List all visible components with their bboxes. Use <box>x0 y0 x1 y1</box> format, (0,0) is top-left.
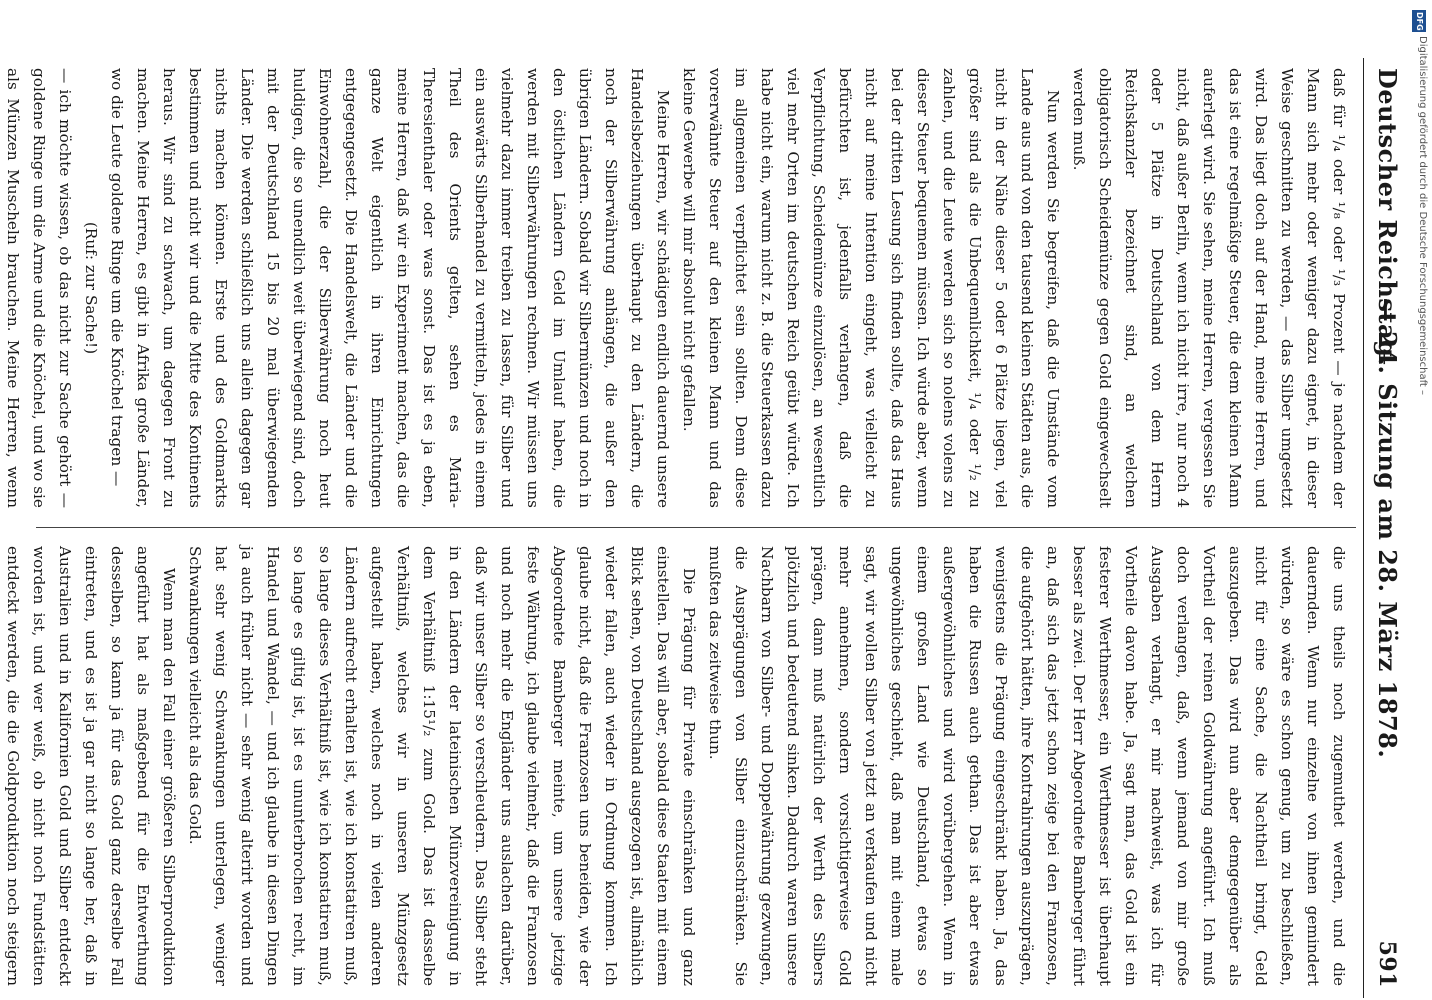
dfg-watermark <box>1410 6 1428 986</box>
paragraph: daß für ¹/₄ oder ¹/₈ oder ¹/₃ Prozent — je nachdem der Mann sich mehr oder weniger dazu eignet, in dieser Weise geschnitten zu werden, — das Silber umgesetzt wird. Das liegt doch auf der Hand, meine Herren, und das ist eine regelmäßige Steuer, die dem kleinen Mann auferlegt wird. Sie sehen, meine Herren, vergessen Sie nicht, daß außer Berlin, wenn ich nicht irre, nur noch 4 oder 5 Plätze in Deutschland von dem Herrn Reichskanzler bezeichnet sind, an welchen obligatorisch Scheidemünze gegen Gold eingewechselt werden muß. <box>1070 68 1348 508</box>
column-divider <box>36 527 1356 528</box>
session-title: — 24. Sitzung am 28. März 1878. <box>1373 297 1402 759</box>
dfg-logo: DFG <box>1412 10 1426 32</box>
paragraph: Nun werden Sie begreifen, daß die Umstände vom Lande aus und von den tausend kleinen Städten aus, die nicht in der Nähe dieser 5 oder 6 Plätze liegen, viel größer sind als die Unbequemlichkeit, ¹/₄ oder ¹/₂ zu zahlen, und die Leute werden sich so nolens volens zu dieser Steuer bequemen müssen. Ich würde aber, wenn bei der dritten Lesung sich finden sollte, daß das Haus nicht auf meine Intention eingeht, was vielleicht zu befürchten ist, jedenfalls verlangen, daß die Verpflichtung, Scheidemünze einzulösen, an wesentlich viel mehr Orten im deutschen Reich geübt würde. Ich habe nicht ein, warum nicht z. B. die Steuerkassen dazu im allgemeinen verpflichtet sein sollten. Denn diese vorerwähnte Steuer auf den kleinen Mann und das kleine Gewerbe will mir absolut nicht gefallen. <box>680 68 1062 508</box>
left-column <box>4 68 1352 508</box>
paragraph: — ich möchte wissen, ob das nicht zur Sache gehört — goldene Ringe um die Arme und die Knöchel, und wo sie als Münzen Muscheln brauchen. Meine Herren, wenn <box>4 68 74 508</box>
paragraph: die uns theils noch zugemuthet werden, und die dauernden. Wenn nur einzelne von ihnen gemindert würden, so wäre es schon genug, um zu beschließen, nicht für eine Sache, die Nachtheil bringt, Geld auszugeben. Das wird nun aber demgegenüber als Vortheil der reinen Goldwährung angeführt. Ich muß doch verlangen, daß, wenn jemand von mir große Ausgaben verlangt, er mir nachweist, was ich für Vortheile davon habe. Ja, sagt man, das Gold ist ein festerer Werthmesser, ein Werthmesser ist überhaupt besser als zwei. Der Herr Abgeordnete Bamberger führt an, daß sich das jetzt schon zeige bei den Franzosen, die aufgehört hätten, ihre Kontrahirungen auszuprägen, wenigstens die Prägung eingeschränkt haben. Ja, das haben die Russen auch gethan. Das ist aber etwas außergewöhnliches und wird vorübergehen. Wenn in einem großen Land wie Deutschland, etwas so ungewöhnliches geschieht, daß man mit einem male sagt, wir wollen Silber von jetzt an verkaufen und nicht mehr annehmen, sondern vorsichtigerweise Gold prägen, dann muß natürlich der Werth des Silbers plötzlich und bedeutend sinken. Dadurch waren unsere Nachbarn von Silber- und Doppelwährung gezwungen, die Ausprägungen von Silber einzuschränken. Sie mußten das zeitweise thun. <box>706 546 1348 986</box>
running-title: Deutscher Reichstag. <box>1373 68 1402 367</box>
paragraph: Die Prägung für Private einschränken und ganz einstellen. Das will aber, sobald diese Staaten mit einem Blick sehen, von Deutschland ausgezogen ist, allmählich wieder fallen, auch wieder in Ordnung kommen. Ich glaube nicht, daß die Franzosen uns beneiden, wie der Abgeordnete Bamberger meinte, um unsere jetzige feste Währung, ich glaube vielmehr, daß die Franzosen und noch mehr die Engländer uns auslachen darüber, daß wir unser Silber so verschleudern. Das Silber steht in den Ländern der lateinischen Münzvereinigung in dem Verhältniß 1:15¹/₂ zum Gold. Das ist dasselbe Verhältniß, welches wir in unseren Münzgesetz aufgestellt haben, welches noch in vielen anderen Ländern aufrecht erhalten ist, wie ich konstatiren muß, so lange dieses Verhältniß ist, wie ich konstatiren muß, so lange es giltig ist, ist es ununterbrochen recht, im Handel und Wandel, — und ich glaube in diesen Dingen ja auch früher nicht — sehr wenig alterirt worden und hat sehr wenig Schwankungen unterlegen, weniger Schwankungen vielleicht als das Gold. <box>186 546 698 986</box>
dfg-watermark-text: Digitalisierung gefördert durch die Deutsche Forschungsgemeinschaft – <box>1417 36 1428 396</box>
paragraph: Wenn man den Fall einer größeren Silberproduktion angeführt hat als maßgebend für die Entwerthung desselben, so kann ja für das Gold ganz derselbe Fall eintreten, und es ist ja gar nicht so lange her, daß in Australien und in Kalifornien Gold und Silber entdeckt worden ist, und wer weiß, ob nicht noch Fundstätten entdeckt werden, die die Goldproduktion noch steigern <box>4 546 178 986</box>
newspaper-page <box>4 58 1416 998</box>
right-column <box>4 546 1352 986</box>
interjection: (Ruf: zur Sache!) <box>82 221 100 355</box>
page-header <box>1363 58 1416 998</box>
paragraph: Meine Herren, wir schädigen endlich dauernd unsere Handelsbeziehungen überhaupt zu den Ländern, die noch der Silberwährung anhängen, die außer den übrigen Ländern. Sobald wir Silbermünzen und noch in den östlichen Ländern Geld im Umlauf haben, die werden mit Silberwährungen rechnen. Wir müssen uns vielmehr dazu immer treiben zu lassen, für Silber und ein auswärts Silberhandel zu vermitteln, jedes in einem Theil des Orients gelten, sehen es Maria-Theresienthaler oder was sonst. Das ist es ja eben, meine Herren, daß wir ein Experiment machen, das die ganze Welt eigentlich in ihren Einrichtungen entgegengesetzt. Die Handelswelt, die Länder und die Einwohnerzahl, die der Silberwährung noch heut huldigen, die so unendlich weit überwiegend sind, doch mit der Deutschland 15 bis 20 mal überwiegenden Länder. Die werden schließlich uns allein dagegen gar nichts machen können. Erste und des Goldmarkts bestimmen und nicht wir und die Mitte des Kontinents heraus. Wir sind zu schwach, um dagegen Front zu machen. Meine Herren, es gibt in Afrika große Länder, wo die Leute goldene Ringe um die Knöchel tragen — <box>108 68 672 508</box>
page-number: 591 <box>1374 940 1400 988</box>
